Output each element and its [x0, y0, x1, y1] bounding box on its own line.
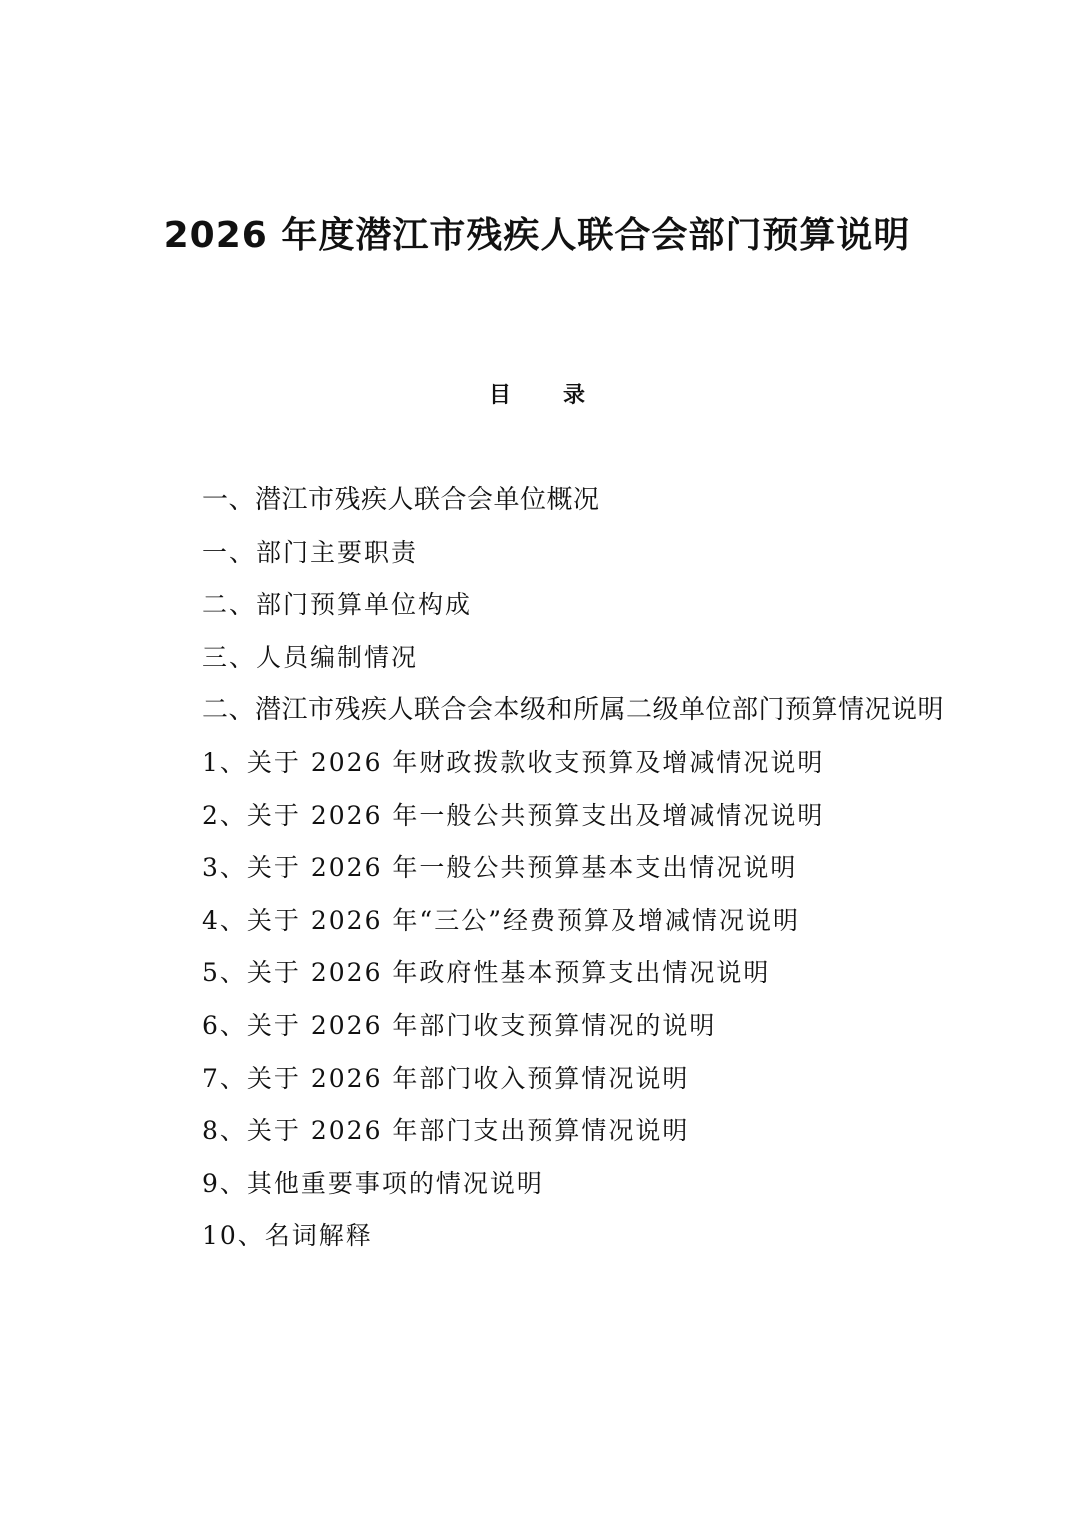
- toc-section-1: 一、潜江市残疾人联合会单位概况: [202, 485, 600, 515]
- toc-item: 一、部门主要职责: [202, 537, 419, 567]
- toc-item: 4、关于 2026 年“三公”经费预算及增减情况说明: [202, 905, 800, 935]
- toc-item: 三、人员编制情况: [202, 642, 419, 672]
- toc-item: 2、关于 2026 年一般公共预算支出及增减情况说明: [202, 800, 825, 830]
- toc-item: 1、关于 2026 年财政拨款收支预算及增减情况说明: [202, 747, 825, 777]
- toc-item: 8、关于 2026 年部门支出预算情况说明: [202, 1116, 690, 1146]
- toc-heading-char-1: 目: [488, 383, 511, 408]
- document-title: 2026 年度潜江市残疾人联合会部门预算说明: [163, 215, 911, 256]
- toc-item: 6、关于 2026 年部门收支预算情况的说明: [202, 1010, 717, 1040]
- toc-item: 7、关于 2026 年部门收入预算情况说明: [202, 1063, 690, 1093]
- toc-heading-char-2: 录: [563, 383, 586, 408]
- toc-item: 9、其他重要事项的情况说明: [202, 1168, 544, 1198]
- toc-item: 二、部门预算单位构成: [202, 590, 473, 620]
- toc-heading: [0, 376, 1074, 416]
- toc-item: 5、关于 2026 年政府性基本预算支出情况说明: [202, 958, 771, 988]
- toc-item: 3、关于 2026 年一般公共预算基本支出情况说明: [202, 853, 798, 883]
- toc-item: 10、名词解释: [202, 1221, 373, 1251]
- table-of-contents: [146, 474, 946, 1263]
- toc-section-2: 二、潜江市残疾人联合会本级和所属二级单位部门预算情况说明: [202, 695, 945, 726]
